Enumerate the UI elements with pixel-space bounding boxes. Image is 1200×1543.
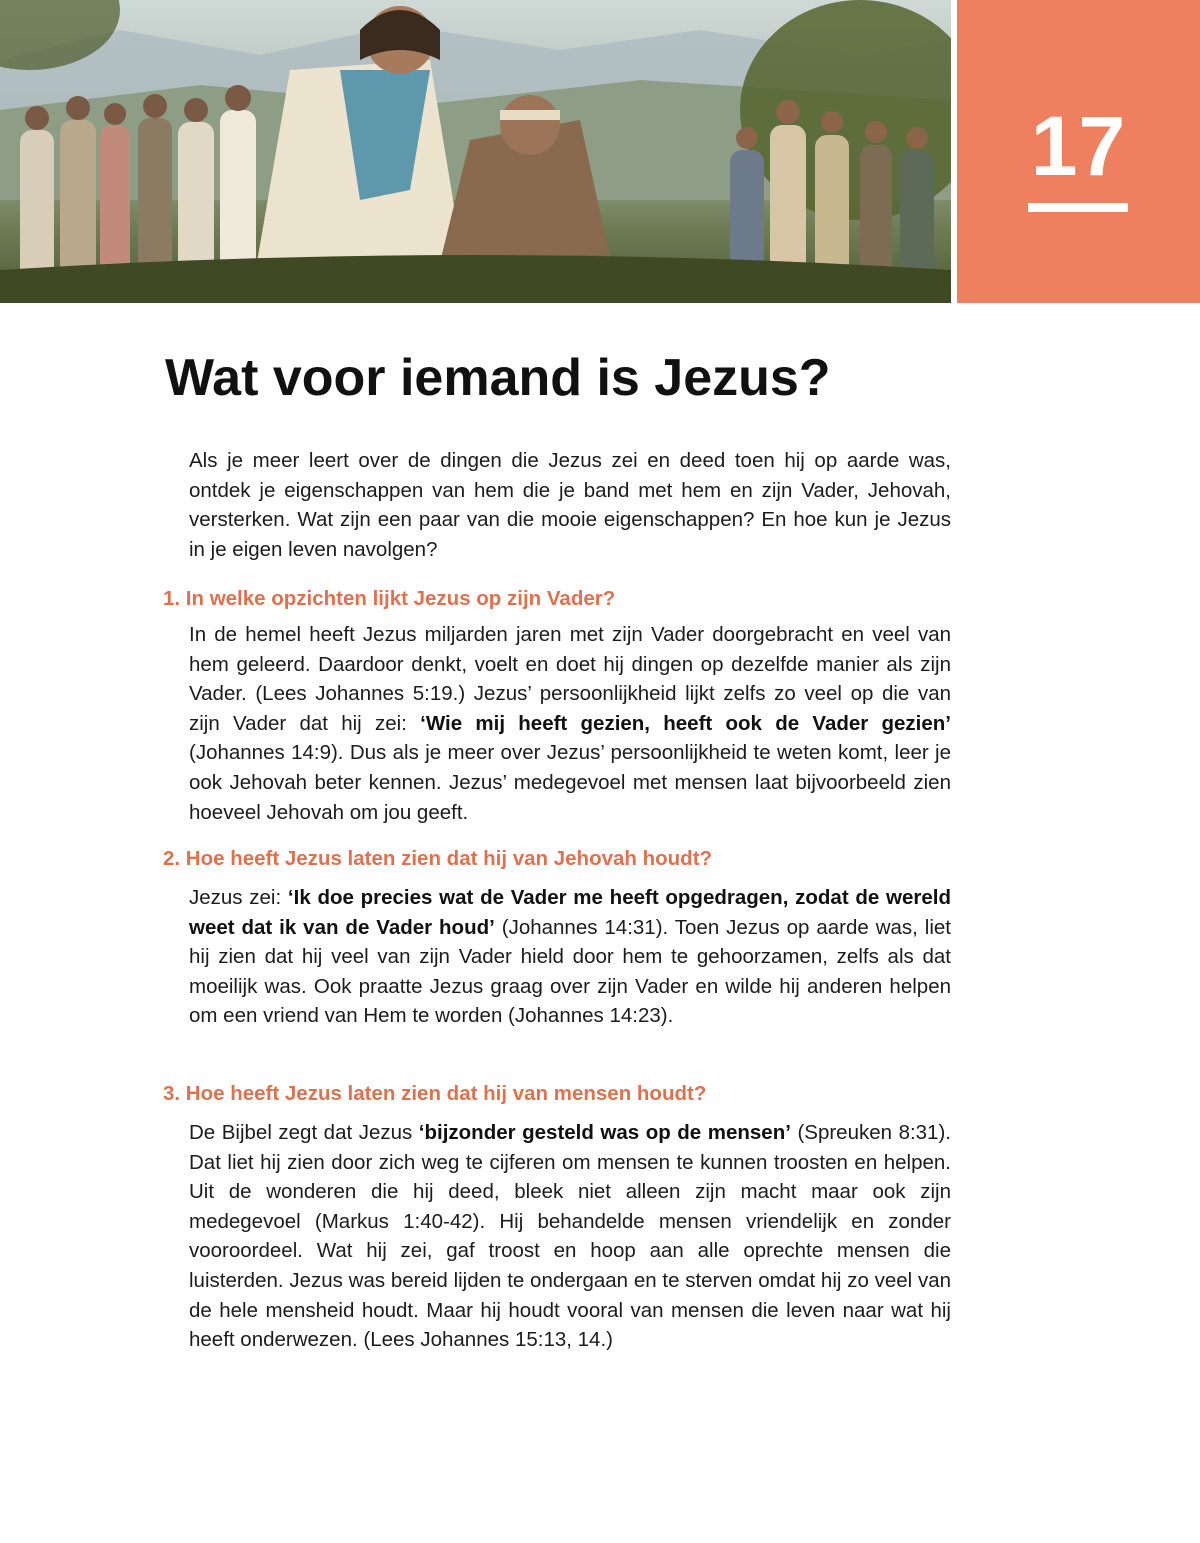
answer-2-quote: ‘Ik doe precies wat de Vader me heeft opgedragen, zodat de wereld weet dat ik van de Vader houd’: [189, 886, 951, 939]
chapter-number-box: [957, 0, 1200, 303]
chapter-number: 17: [1030, 99, 1127, 193]
answer-1-quote: ‘Wie mij heeft gezien, heeft ook de Vader gezien’: [420, 711, 951, 735]
hero-scene: [0, 0, 951, 303]
answer-1: [189, 620, 951, 827]
answer-1-text: In de hemel heeft Jezus miljarden jaren met zijn Vader doorgebracht en veel van hem geleerd. Daardoor denkt, voelt en doet hij dingen op dezelfde manier als zijn Vader. (Lees Johannes 5:19.) Jezus’ persoonlijkheid lijkt zelfs zo veel op die van zijn Vader dat hij zei:: [189, 623, 951, 735]
answer-2: [189, 883, 951, 1031]
question-1: 1. In welke opzichten lijkt Jezus op zijn Vader?: [163, 587, 616, 610]
answer-1-text-cont: (Johannes 14:9). Dus als je meer over Jezus’ persoonlijkheid te weten komt, leer je ook Jehovah beter kennen. Jezus’ medegevoel met mensen laat bijvoorbeeld zien hoeveel Jehovah om jou geeft.: [189, 741, 951, 824]
hero-illustration: [0, 0, 951, 303]
answer-2-text: Jezus zei:: [189, 886, 288, 909]
answer-3-text: De Bijbel zegt dat Jezus: [189, 1121, 419, 1144]
answer-3-quote: ‘bijzonder gesteld was op de mensen’: [418, 1121, 791, 1144]
chapter-rule: [1028, 203, 1128, 212]
answer-3: [189, 1118, 951, 1355]
intro-paragraph: Als je meer leert over de dingen die Jezus zei en deed toen hij op aarde was, ontdek je eigenschappen van hem die je band met hem en zijn Vader, Jehovah, versterken. Wat zijn een paar van die mooie eigenschappen? En hoe kun je Jezus in je eigen leven navolgen?: [189, 449, 951, 561]
question-3: 3. Hoe heeft Jezus laten zien dat hij van mensen houdt?: [163, 1082, 707, 1105]
answer-2-text-cont: (Johannes 14:31). Toen Jezus op aarde was, liet hij zien dat hij veel van zijn Vader hield door hem te gehoorzamen, zelfs als dat moeilijk was. Ook praatte Jezus graag over zijn Vader en wilde hij anderen helpen om een vriend van Hem te worden (Johannes 14:23).: [189, 915, 951, 1028]
page-title: Wat voor iemand is Jezus?: [165, 349, 831, 407]
question-2: 2. Hoe heeft Jezus laten zien dat hij van Jehovah houdt?: [163, 847, 713, 870]
answer-3-text-cont: (Spreuken 8:31). Dat liet hij zien door zich weg te cijferen om mensen te kunnen troosten en helpen. Uit de wonderen die hij deed, bleek niet alleen zijn macht maar ook zijn medegevoel (Markus 1:40-42). Hij behandelde mensen vriendelijk en zonder vooroordeel. Wat hij zei, gaf troost en hoop aan alle oprechte mensen die luisterden. Jezus was bereid lijden te ondergaan en te sterven omdat hij zo veel van de hele mensheid houdt. Maar hij houdt vooral van mensen die leven naar wat hij heeft onderwezen. (Lees Johannes 15:13, 14.): [189, 1121, 951, 1352]
